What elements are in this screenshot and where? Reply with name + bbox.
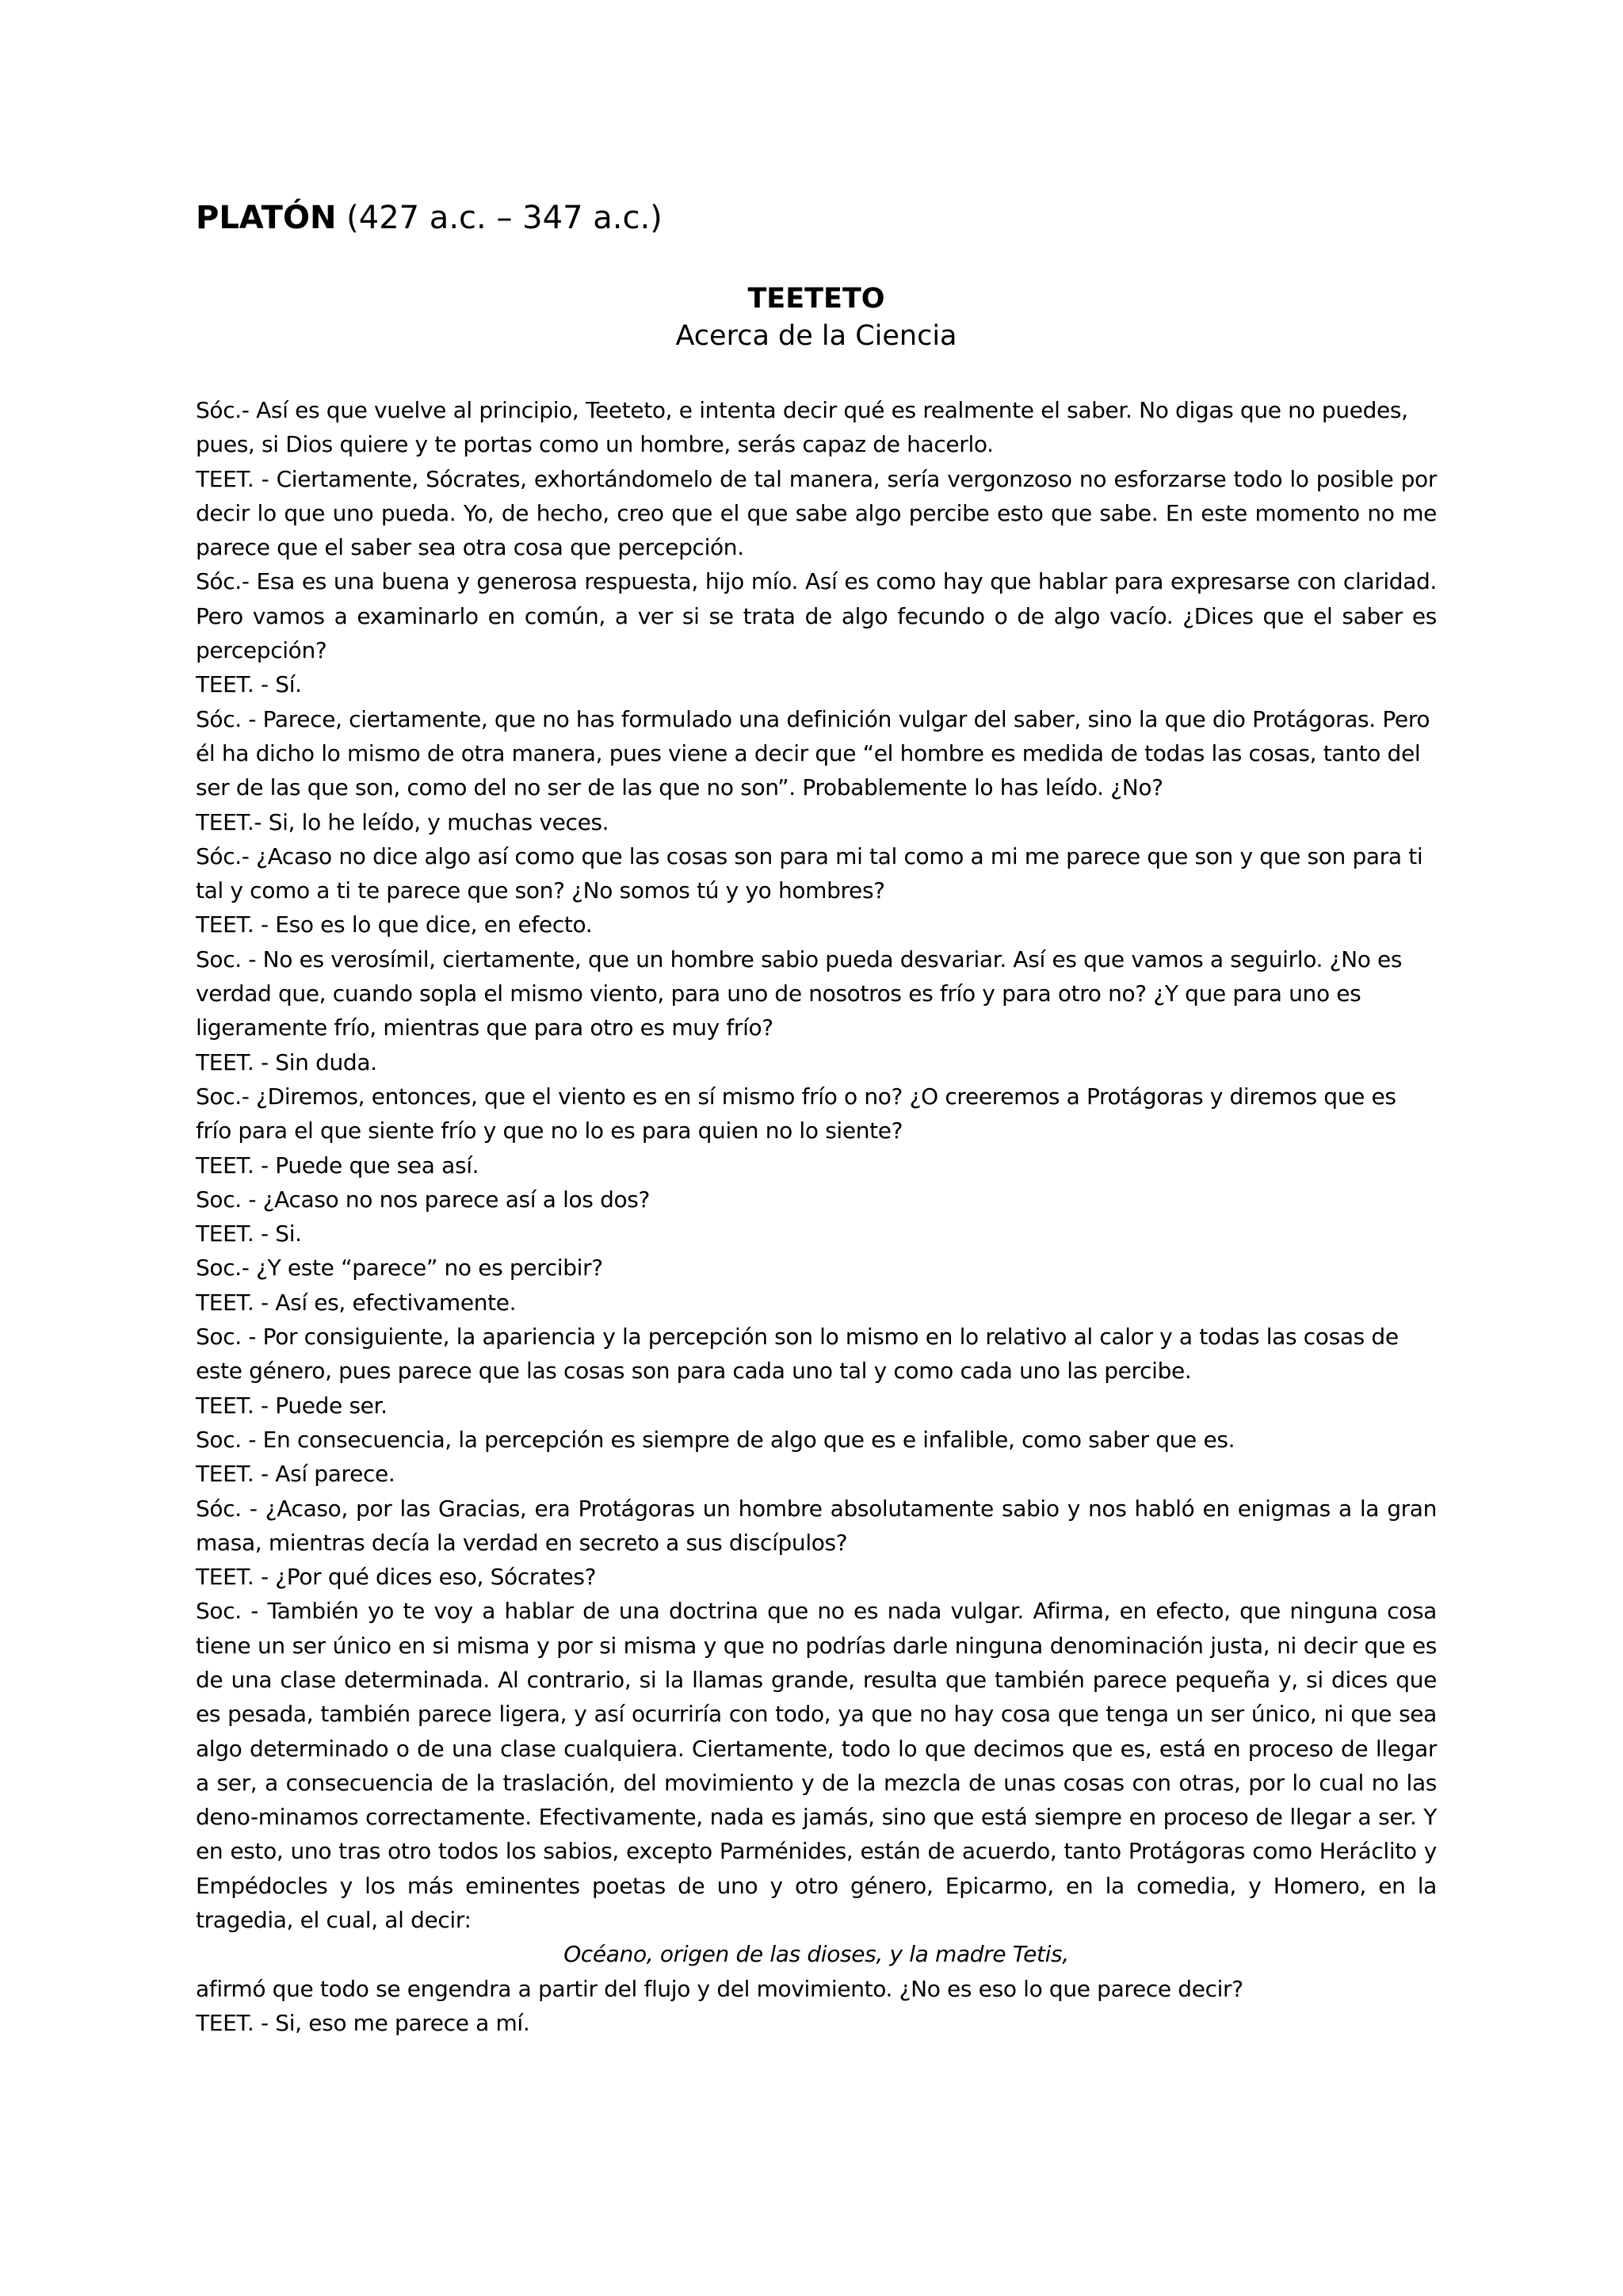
dialogue-paragraph: TEET. - Sin duda. xyxy=(196,1049,377,1075)
dialogue-paragraph: Sóc.- ¿Acaso no dice algo así como que las cosas son para mi tal como a mi me parece que son y que son para ti tal y como a ti te parece que son? ¿No somos tú y yo hombres? xyxy=(196,842,1423,904)
dialogue-paragraph: TEET. - Puede que sea así. xyxy=(196,1152,479,1179)
dialogue-paragraph: Soc.- ¿Diremos, entonces, que el viento es en sí mismo frío o no? ¿O creeremos a Protágoras y diremos que es frío para el que siente frío y que no lo es para quien no lo siente? xyxy=(196,1083,1396,1144)
dialogue-body xyxy=(196,393,1437,2040)
dialogue-paragraph: TEET. - Así es, efectivamente. xyxy=(196,1289,517,1316)
dialogue-paragraphs xyxy=(196,393,1437,1937)
dialogue-paragraph: Soc. - También yo te voy a hablar de una doctrina que no es nada vulgar. Afirma, en efecto, que ninguna cosa tiene un ser único en si misma y por si misma y que no podrías darle ninguna denominación justa, ni decir que es de una clase determinada. Al contrario, si la llamas grande, resulta que también parece pequeña y, si dices que es pesada, también parece ligera, y así ocurriría con todo, ya que no hay cosa que tenga un ser único, ni que sea algo determinado o de una clase cualquiera. Ciertamente, todo lo que decimos que es, está en proceso de llegar a ser, a consecuencia de la traslación, del movimiento y de la mezcla de unas cosas con otras, por lo cual no las deno-minamos correctamente. Efectivamente, nada es jamás, sino que está siempre en proceso de llegar a ser. Y en esto, uno tras otro todos los sabios, excepto Parménides, están de acuerdo, tanto Protágoras como Heráclito y Empédocles y los más eminentes poetas de uno y otro género, Epicarmo, en la comedia, y Homero, en la tragedia, el cual, al decir: xyxy=(196,1598,1437,1934)
dialogue-paragraph: Soc. - Por consiguiente, la apariencia y la percepción son lo mismo en lo relativo al calor y a todas las cosas de este género, pues parece que las cosas son para cada uno tal y como cada uno las percibe. xyxy=(196,1324,1399,1385)
dialogue-paragraph: Sóc.- Así es que vuelve al principio, Teeteto, e intenta decir qué es realmente el saber. No digas que no puedes, pues, si Dios quiere y te portas como un hombre, serás capaz de hacerlo. xyxy=(196,397,1408,458)
dialogue-paragraph: Soc. - En consecuencia, la percepción es siempre de algo que es e infalible, como saber que es. xyxy=(196,1426,1235,1453)
dialogue-paragraph: TEET. - Si. xyxy=(196,1221,302,1247)
closing-paragraphs xyxy=(196,1972,1437,2041)
work-title: TEETETO xyxy=(747,283,885,315)
dialogue-paragraph: Sóc. - Parece, ciertamente, que no has formulado una definición vulgar del saber, sino la que dio Protágoras. Pero él ha dicho lo mismo de otra manera, pues viene a decir que “el hombre es medida de todas las cosas, tanto del ser de las que son, como del no ser de las que no son”. Probablemente lo has leído. ¿No? xyxy=(196,705,1430,801)
document-page xyxy=(196,197,1437,2040)
work-subtitle: Acerca de la Ciencia xyxy=(675,320,957,352)
dialogue-paragraph: Sóc. - ¿Acaso, por las Gracias, era Protágoras un hombre absolutamente sabio y nos habló en enigmas a la gran masa, mientras decía la verdad en secreto a sus discípulos? xyxy=(196,1495,1437,1556)
dialogue-paragraph: TEET. - ¿Por qué dices eso, Sócrates? xyxy=(196,1564,597,1591)
author-heading xyxy=(196,197,1437,239)
dialogue-paragraph: Soc. - No es verosímil, ciertamente, que un hombre sabio pueda desvariar. Así es que vamos a seguirlo. ¿No es verdad que, cuando sopla el mismo viento, para uno de nosotros es frío y para otro no? ¿Y que para uno es ligeramente frío, mientras que para otro es muy frío? xyxy=(196,946,1403,1041)
dialogue-paragraph: TEET. - Eso es lo que dice, en efecto. xyxy=(196,911,593,938)
verse-quote: Océano, origen de las dioses, y la madre Tetis, xyxy=(563,1941,1069,1968)
title-block xyxy=(196,281,1437,355)
dialogue-paragraph: Soc. - ¿Acaso no nos parece así a los dos? xyxy=(196,1186,651,1213)
author-dates: (427 a.c. – 347 a.c.) xyxy=(346,200,663,236)
dialogue-paragraph: Sóc.- Esa es una buena y generosa respuesta, hijo mío. Así es como hay que hablar para expresarse con claridad. Pero vamos a examinarlo en común, a ver si se trata de algo fecundo o de algo vacío. ¿Dices que el saber es percepción? xyxy=(196,568,1437,664)
dialogue-paragraph: TEET. - Sí. xyxy=(196,671,302,698)
dialogue-paragraph: TEET. - Así parece. xyxy=(196,1461,395,1488)
dialogue-paragraph: afirmó que todo se engendra a partir del flujo y del movimiento. ¿No es eso lo que parece decir? xyxy=(196,1975,1243,2002)
dialogue-paragraph: TEET.- Si, lo he leído, y muchas veces. xyxy=(196,808,609,835)
author-name: PLATÓN xyxy=(196,200,337,236)
dialogue-paragraph: TEET. - Si, eso me parece a mí. xyxy=(196,2009,530,2036)
dialogue-paragraph: TEET. - Puede ser. xyxy=(196,1392,388,1419)
dialogue-paragraph: TEET. - Ciertamente, Sócrates, exhortándomelo de tal manera, sería vergonzoso no esforzarse todo lo posible por decir lo que uno pueda. Yo, de hecho, creo que el que sabe algo percibe esto que sabe. En este momento no me parece que el saber sea otra cosa que percepción. xyxy=(196,465,1437,561)
dialogue-paragraph: Soc.- ¿Y este “parece” no es percibir? xyxy=(196,1255,603,1282)
